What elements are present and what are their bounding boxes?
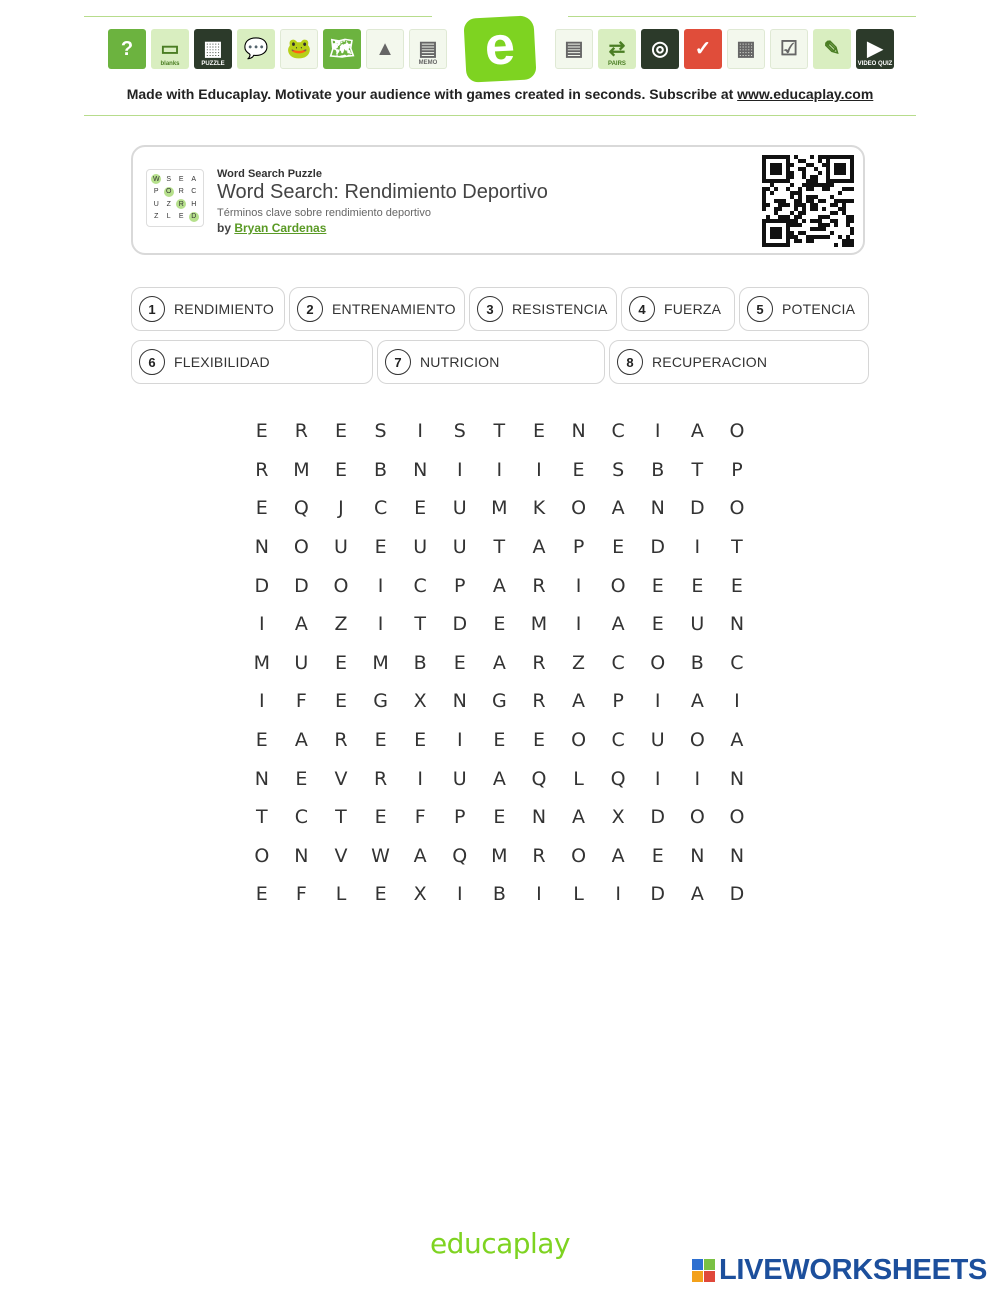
checklist-icon[interactable]: ☑	[770, 29, 808, 69]
grid-cell[interactable]: R	[532, 651, 546, 674]
qr-code-icon	[762, 155, 854, 247]
grid-cell[interactable]: X	[413, 690, 427, 713]
grid-cell[interactable]: A	[572, 806, 586, 829]
word-number: 8	[617, 349, 643, 375]
grid-cell[interactable]: E	[374, 883, 387, 906]
grid-cell[interactable]: A	[492, 651, 506, 674]
grid-cell[interactable]: O	[729, 497, 745, 520]
grid-cell[interactable]: I	[456, 458, 463, 481]
grid-cell[interactable]: I	[536, 458, 542, 481]
grid-cell[interactable]: I	[417, 420, 423, 443]
grid-cell[interactable]: E	[334, 651, 347, 674]
grid-cell[interactable]: I	[654, 690, 661, 713]
grid-cell[interactable]: I	[694, 536, 701, 559]
grid-cell[interactable]: N	[452, 690, 467, 713]
grid-cell[interactable]: C	[611, 420, 625, 443]
grid-cell[interactable]: N	[294, 844, 309, 867]
fill-blanks-icon[interactable]: ▭ blanks	[151, 29, 189, 69]
tile-label: PUZZLE	[201, 61, 225, 67]
grid-cell[interactable]: A	[413, 844, 427, 867]
grid-cell[interactable]: E	[691, 574, 704, 597]
banner-bottom-line	[84, 115, 916, 116]
author-link[interactable]: Bryan Cardenas	[234, 221, 327, 235]
grid-cell[interactable]: Q	[452, 844, 468, 867]
grid-cell[interactable]: I	[417, 767, 423, 790]
grid-cell[interactable]: E	[295, 767, 308, 790]
grid-cell[interactable]: Q	[531, 767, 547, 790]
grid-cell[interactable]: E	[414, 497, 427, 520]
word-label: FLEXIBILIDAD	[174, 354, 270, 370]
grid-cell[interactable]: M	[491, 497, 508, 520]
grid-cell[interactable]: E	[255, 729, 268, 752]
grid-cell[interactable]: R	[532, 844, 546, 867]
grid-cell[interactable]: B	[492, 883, 506, 906]
thumb-letter: P	[153, 188, 159, 196]
educaplay-logo-icon[interactable]: e	[463, 15, 536, 83]
grid-cell[interactable]: E	[493, 729, 506, 752]
frog-icon[interactable]: 🐸	[280, 29, 318, 69]
grid-cell[interactable]: D	[650, 883, 666, 906]
thumb-letter: U	[153, 200, 159, 208]
grid-cell[interactable]: S	[453, 420, 466, 443]
grid-cell[interactable]: A	[730, 729, 744, 752]
grid-cell[interactable]: U	[650, 729, 665, 752]
grid-cell[interactable]: I	[258, 613, 265, 636]
liveworksheets-logo[interactable]	[692, 1254, 987, 1287]
grid-cell[interactable]: P	[731, 458, 743, 481]
grid-cell[interactable]: R	[373, 767, 388, 790]
grid-cell[interactable]: N	[254, 536, 269, 559]
writing-icon[interactable]: ✎	[813, 29, 851, 69]
grid-cell[interactable]: T	[493, 536, 506, 559]
word-item	[621, 287, 735, 331]
grid-cell[interactable]: A	[492, 767, 506, 790]
liveworksheets-wordmark: LIVEWORKSHEETS	[719, 1254, 988, 1286]
word-item	[469, 287, 617, 331]
grid-cell[interactable]: E	[730, 574, 743, 597]
grid-cell[interactable]: E	[453, 651, 466, 674]
word-item	[131, 287, 285, 331]
subscribe-link[interactable]: www.educaplay.com	[737, 86, 874, 102]
thumb-letter: Z	[154, 213, 159, 221]
activity-description: Términos clave sobre rendimiento deportivo	[217, 207, 431, 219]
grid-cell[interactable]: B	[690, 651, 704, 674]
grid-cell[interactable]: M	[293, 458, 310, 481]
grid-cell[interactable]: V	[334, 767, 348, 790]
grid-cell[interactable]: C	[730, 651, 744, 674]
word-search-icon[interactable]: ▦	[727, 29, 765, 69]
grid-cell[interactable]: U	[413, 536, 428, 559]
grid-cell[interactable]: D	[690, 497, 705, 520]
grid-cell[interactable]: L	[335, 883, 347, 906]
thumb-letter: R	[176, 199, 186, 209]
grid-cell[interactable]: E	[255, 883, 268, 906]
grid-cell[interactable]: U	[452, 497, 467, 520]
thumb-letter: L	[166, 213, 171, 221]
grid-cell[interactable]: O	[729, 806, 745, 829]
word-label: ENTRENAMIENTO	[332, 301, 456, 317]
grid-cell[interactable]: R	[532, 574, 546, 597]
grid-cell[interactable]: R	[334, 729, 348, 752]
grid-cell[interactable]: O	[571, 729, 587, 752]
grid-cell[interactable]: R	[532, 690, 546, 713]
grid-cell[interactable]: K	[532, 497, 546, 520]
grid-cell[interactable]: O	[650, 651, 666, 674]
grid-cell[interactable]: I	[654, 420, 661, 443]
grid-cell[interactable]: C	[294, 806, 309, 829]
question-icon[interactable]: ?	[108, 29, 146, 69]
grid-cell[interactable]: S	[612, 458, 625, 481]
speech-bubble-icon[interactable]: 💬	[237, 29, 275, 69]
grid-cell[interactable]: E	[651, 574, 664, 597]
grid-cell[interactable]: T	[691, 458, 704, 481]
grid-cell[interactable]: E	[493, 613, 506, 636]
grid-cell[interactable]: F	[414, 806, 426, 829]
educaplay-footer-logo[interactable]: educaplay	[429, 1227, 571, 1260]
grid-cell[interactable]: N	[729, 767, 745, 790]
grid-cell[interactable]: P	[572, 536, 585, 559]
thumb-letter: O	[164, 187, 174, 197]
grid-cell[interactable]: I	[654, 767, 661, 790]
grid-cell[interactable]: C	[611, 729, 625, 752]
true-false-icon[interactable]: ✓	[684, 29, 722, 69]
grid-cell[interactable]: E	[414, 729, 427, 752]
shapes-grid-icon[interactable]: ▲	[366, 29, 404, 69]
thumb-letter: S	[166, 175, 172, 183]
grid-cell[interactable]: I	[456, 883, 463, 906]
grid-cell[interactable]: F	[295, 883, 307, 906]
tile-label: blanks	[160, 61, 180, 67]
grid-cell[interactable]: C	[413, 574, 427, 597]
liveworksheets-mark-icon	[692, 1259, 715, 1282]
grid-cell[interactable]: O	[689, 806, 705, 829]
map-icon[interactable]: 🗺	[323, 29, 361, 69]
grid-cell[interactable]: Z	[334, 613, 348, 636]
grid-cell[interactable]: A	[294, 729, 308, 752]
crossword-icon[interactable]: ▦ PUZZLE	[194, 29, 232, 69]
word-number: 4	[629, 296, 655, 322]
grid-cell[interactable]: I	[377, 574, 384, 597]
memory-icon[interactable]: ▤ MEMO	[409, 29, 447, 69]
grid-cell[interactable]: O	[571, 497, 587, 520]
grid-cell[interactable]: B	[651, 458, 665, 481]
grid-cell[interactable]: E	[493, 806, 506, 829]
tile-label: VIDEO QUIZ	[857, 61, 893, 67]
grid-cell[interactable]: C	[373, 497, 388, 520]
grid-cell[interactable]: G	[491, 690, 507, 713]
grid-cell[interactable]: N	[571, 420, 586, 443]
activity-title: Word Search: Rendimiento Deportivo	[217, 181, 548, 203]
grid-cell[interactable]: I	[694, 767, 701, 790]
grid-cell[interactable]: Q	[610, 767, 626, 790]
grid-cell[interactable]: I	[575, 574, 582, 597]
grid-cell[interactable]: E	[612, 536, 625, 559]
grid-cell[interactable]: L	[573, 883, 584, 906]
thumb-letter: Z	[166, 200, 171, 208]
grid-cell[interactable]: Q	[293, 497, 309, 520]
grid-cell[interactable]: A	[611, 613, 625, 636]
word-item	[131, 340, 373, 384]
grid-cell[interactable]: X	[611, 806, 625, 829]
grid-cell[interactable]: T	[731, 536, 743, 559]
grid-cell[interactable]: P	[454, 574, 466, 597]
word-label: POTENCIA	[782, 301, 856, 317]
grid-cell[interactable]: A	[690, 883, 704, 906]
grid-cell[interactable]: N	[729, 613, 745, 636]
grid-cell[interactable]: E	[651, 844, 664, 867]
grid-cell[interactable]: N	[729, 844, 745, 867]
grid-cell[interactable]: O	[293, 536, 309, 559]
grid-cell[interactable]: A	[611, 844, 625, 867]
grid-cell[interactable]: I	[496, 458, 503, 481]
grid-cell[interactable]: A	[690, 420, 704, 443]
video-quiz-icon[interactable]: ▶ VIDEO QUIZ	[856, 29, 894, 69]
thumb-letter: W	[152, 175, 160, 183]
grid-cell[interactable]: U	[452, 767, 467, 790]
word-item	[289, 287, 465, 331]
grid-cell[interactable]: M	[253, 651, 270, 674]
thumb-letter: E	[178, 213, 184, 221]
activity-kind: Word Search Puzzle	[217, 168, 322, 180]
grid-cell[interactable]: E	[374, 536, 387, 559]
grid-cell[interactable]: A	[294, 613, 308, 636]
thumb-letter: H	[191, 200, 197, 208]
word-item	[739, 287, 869, 331]
grid-cell[interactable]: I	[615, 883, 621, 906]
grid-cell[interactable]: F	[295, 690, 307, 713]
grid-cell[interactable]: S	[374, 420, 387, 443]
thumb-letter: A	[191, 175, 197, 183]
grid-cell[interactable]: E	[334, 690, 347, 713]
grid-cell[interactable]: D	[729, 883, 745, 906]
grid-cell[interactable]: O	[729, 420, 745, 443]
grid-cell[interactable]: G	[373, 690, 388, 713]
grid-cell[interactable]: J	[338, 497, 344, 520]
grid-cell[interactable]: M	[491, 844, 508, 867]
word-number: 2	[297, 296, 323, 322]
word-search-grid[interactable]	[242, 412, 757, 914]
grid-cell[interactable]: D	[452, 613, 468, 636]
grid-cell[interactable]: U	[690, 613, 705, 636]
grid-cell[interactable]: T	[335, 806, 347, 829]
grid-cell[interactable]: P	[454, 806, 466, 829]
grid-cell[interactable]: R	[255, 458, 269, 481]
grid-cell[interactable]: E	[255, 420, 268, 443]
grid-cell[interactable]: B	[374, 458, 388, 481]
alphabet-wheel-icon[interactable]: ◎	[641, 29, 679, 69]
activity-info-card	[131, 145, 865, 255]
grid-cell[interactable]: E	[532, 729, 545, 752]
grid-cell[interactable]: T	[414, 613, 426, 636]
word-label: RECUPERACION	[652, 354, 768, 370]
grid-cell[interactable]: E	[651, 613, 664, 636]
grid-cell[interactable]: X	[413, 883, 427, 906]
tile-label: MEMO	[418, 60, 438, 66]
word-item	[609, 340, 869, 384]
grid-cell[interactable]: U	[294, 651, 309, 674]
grid-cell[interactable]: U	[334, 536, 348, 559]
grid-cell[interactable]: A	[611, 497, 625, 520]
thumb-letter: C	[191, 188, 197, 196]
grid-cell[interactable]: N	[413, 458, 428, 481]
grid-cell[interactable]: D	[650, 806, 666, 829]
grid-cell[interactable]: M	[372, 651, 389, 674]
grid-cell[interactable]: O	[333, 574, 349, 597]
grid-cell[interactable]: V	[334, 844, 348, 867]
grid-cell[interactable]: O	[571, 844, 587, 867]
word-label: RESISTENCIA	[512, 301, 608, 317]
grid-cell[interactable]: I	[456, 729, 463, 752]
grid-cell[interactable]: T	[493, 420, 506, 443]
grid-cell[interactable]: D	[294, 574, 309, 597]
word-number: 3	[477, 296, 503, 322]
thumb-letter: D	[189, 212, 199, 222]
grid-cell[interactable]: E	[374, 729, 387, 752]
grid-cell[interactable]: E	[334, 458, 347, 481]
grid-cell[interactable]: E	[374, 806, 387, 829]
grid-cell[interactable]: D	[254, 574, 270, 597]
thumb-letter: E	[178, 175, 184, 183]
grid-cell[interactable]: A	[572, 690, 586, 713]
grid-cell[interactable]: O	[610, 574, 626, 597]
grid-cell[interactable]: E	[572, 458, 585, 481]
word-label: NUTRICION	[420, 354, 500, 370]
grid-cell[interactable]: L	[573, 767, 584, 790]
grid-cell[interactable]: A	[532, 536, 546, 559]
grid-cell[interactable]: Z	[572, 651, 586, 674]
grid-cell[interactable]: I	[377, 613, 384, 636]
grid-cell[interactable]: T	[255, 806, 268, 829]
word-number: 6	[139, 349, 165, 375]
document-icon[interactable]: ▤	[555, 29, 593, 69]
grid-cell[interactable]: I	[575, 613, 582, 636]
grid-cell[interactable]: W	[371, 844, 390, 867]
grid-cell[interactable]: E	[334, 420, 347, 443]
grid-cell[interactable]: M	[530, 613, 548, 636]
grid-cell[interactable]: N	[650, 497, 665, 520]
tile-label: PAIRS	[608, 61, 626, 67]
word-number: 1	[139, 296, 165, 322]
word-number: 5	[747, 296, 773, 322]
grid-cell[interactable]: N	[254, 767, 269, 790]
grid-cell[interactable]: D	[650, 536, 666, 559]
grid-cell[interactable]: B	[413, 651, 427, 674]
word-search-thumbnail-icon	[146, 169, 204, 227]
grid-cell[interactable]: A	[690, 690, 704, 713]
banner-top-line-right	[568, 16, 916, 17]
grid-cell[interactable]: E	[532, 420, 545, 443]
tagline: Made with Educaplay. Motivate your audience with games created in seconds. Subscribe at www.educaplay.com	[126, 86, 874, 102]
grid-cell[interactable]: I	[536, 883, 542, 906]
word-item	[377, 340, 605, 384]
grid-cell[interactable]: N	[690, 844, 705, 867]
grid-cell[interactable]: O	[689, 729, 705, 752]
left-game-tiles	[108, 29, 447, 69]
word-label: FUERZA	[664, 301, 722, 317]
word-label: RENDIMIENTO	[174, 301, 274, 317]
banner-top-line-left	[84, 16, 432, 17]
grid-cell[interactable]: P	[612, 690, 624, 713]
grid-cell[interactable]: E	[255, 497, 268, 520]
author-byline: by Bryan Cardenas	[217, 221, 327, 235]
grid-cell[interactable]: N	[531, 806, 547, 829]
grid-cell[interactable]: I	[734, 690, 740, 713]
right-game-tiles	[555, 29, 894, 69]
grid-cell[interactable]: O	[254, 844, 270, 867]
grid-cell[interactable]: U	[452, 536, 467, 559]
grid-cell[interactable]: I	[258, 690, 265, 713]
grid-cell[interactable]: R	[294, 420, 308, 443]
thumb-letter: R	[178, 188, 184, 196]
word-number: 7	[385, 349, 411, 375]
pairs-icon[interactable]: ⇄ PAIRS	[598, 29, 636, 69]
grid-cell[interactable]: A	[492, 574, 506, 597]
grid-cell[interactable]: C	[611, 651, 625, 674]
